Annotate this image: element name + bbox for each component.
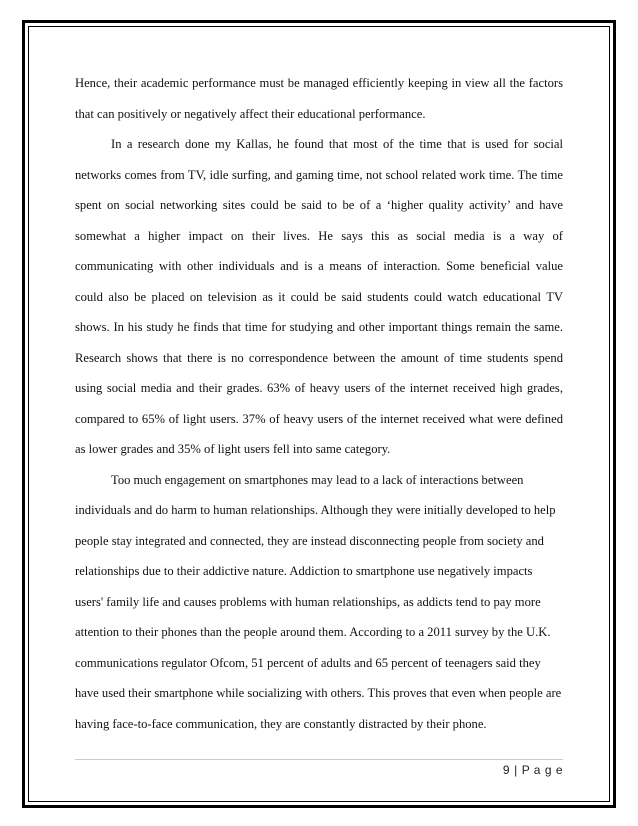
paragraph-kallas-research: In a research done my Kallas, he found that most of the time that is used for social networks comes from TV, idle surfing, and gaming time, not school related work time. The time spent on social networking sites could be said to be of a ‘higher quality activity’ and have somewhat a higher impact on their lives. He says this as social media is a way of communicating with other individuals and is a means of interaction. Some beneficial value could also be placed on television as it could be said students could watch educational TV shows. In his study he finds that time for studying and other important things remain the same. Research shows that there is no correspondence between the amount of time students spend using social media and their grades. 63% of heavy users of the internet received high grades, compared to 65% of light users. 37% of heavy users of the internet received what were defined as lower grades and 35% of light users fell into same category. <box>75 137 563 456</box>
page-footer <box>503 763 563 777</box>
body-text <box>75 68 563 739</box>
footer-separator: | <box>514 763 518 777</box>
paragraph-intro: Hence, their academic performance must be managed efficiently keeping in view all the factors that can positively or negatively affect their educational performance. <box>75 76 563 121</box>
paragraph-smartphone-engagement: Too much engagement on smartphones may lead to a lack of interactions between individuals and do harm to human relationships. Although they were initially developed to help people stay integrated and connected, they are instead disconnecting people from society and relationships due to their addictive nature. Addiction to smartphone use negatively impacts users' family life and causes problems with human relationships, as addicts tend to pay more attention to their phones than the people around them. According to a 2011 survey by the U.K. communications regulator Ofcom, 51 percent of adults and 65 percent of teenagers said they have used their smartphone while socializing with others. This proves that even when people are having face-to-face communication, they are constantly distracted by their phone. <box>75 472 562 731</box>
page-label: P a g e <box>521 763 563 777</box>
footer-divider <box>75 759 563 760</box>
page-number: 9 <box>502 763 511 777</box>
